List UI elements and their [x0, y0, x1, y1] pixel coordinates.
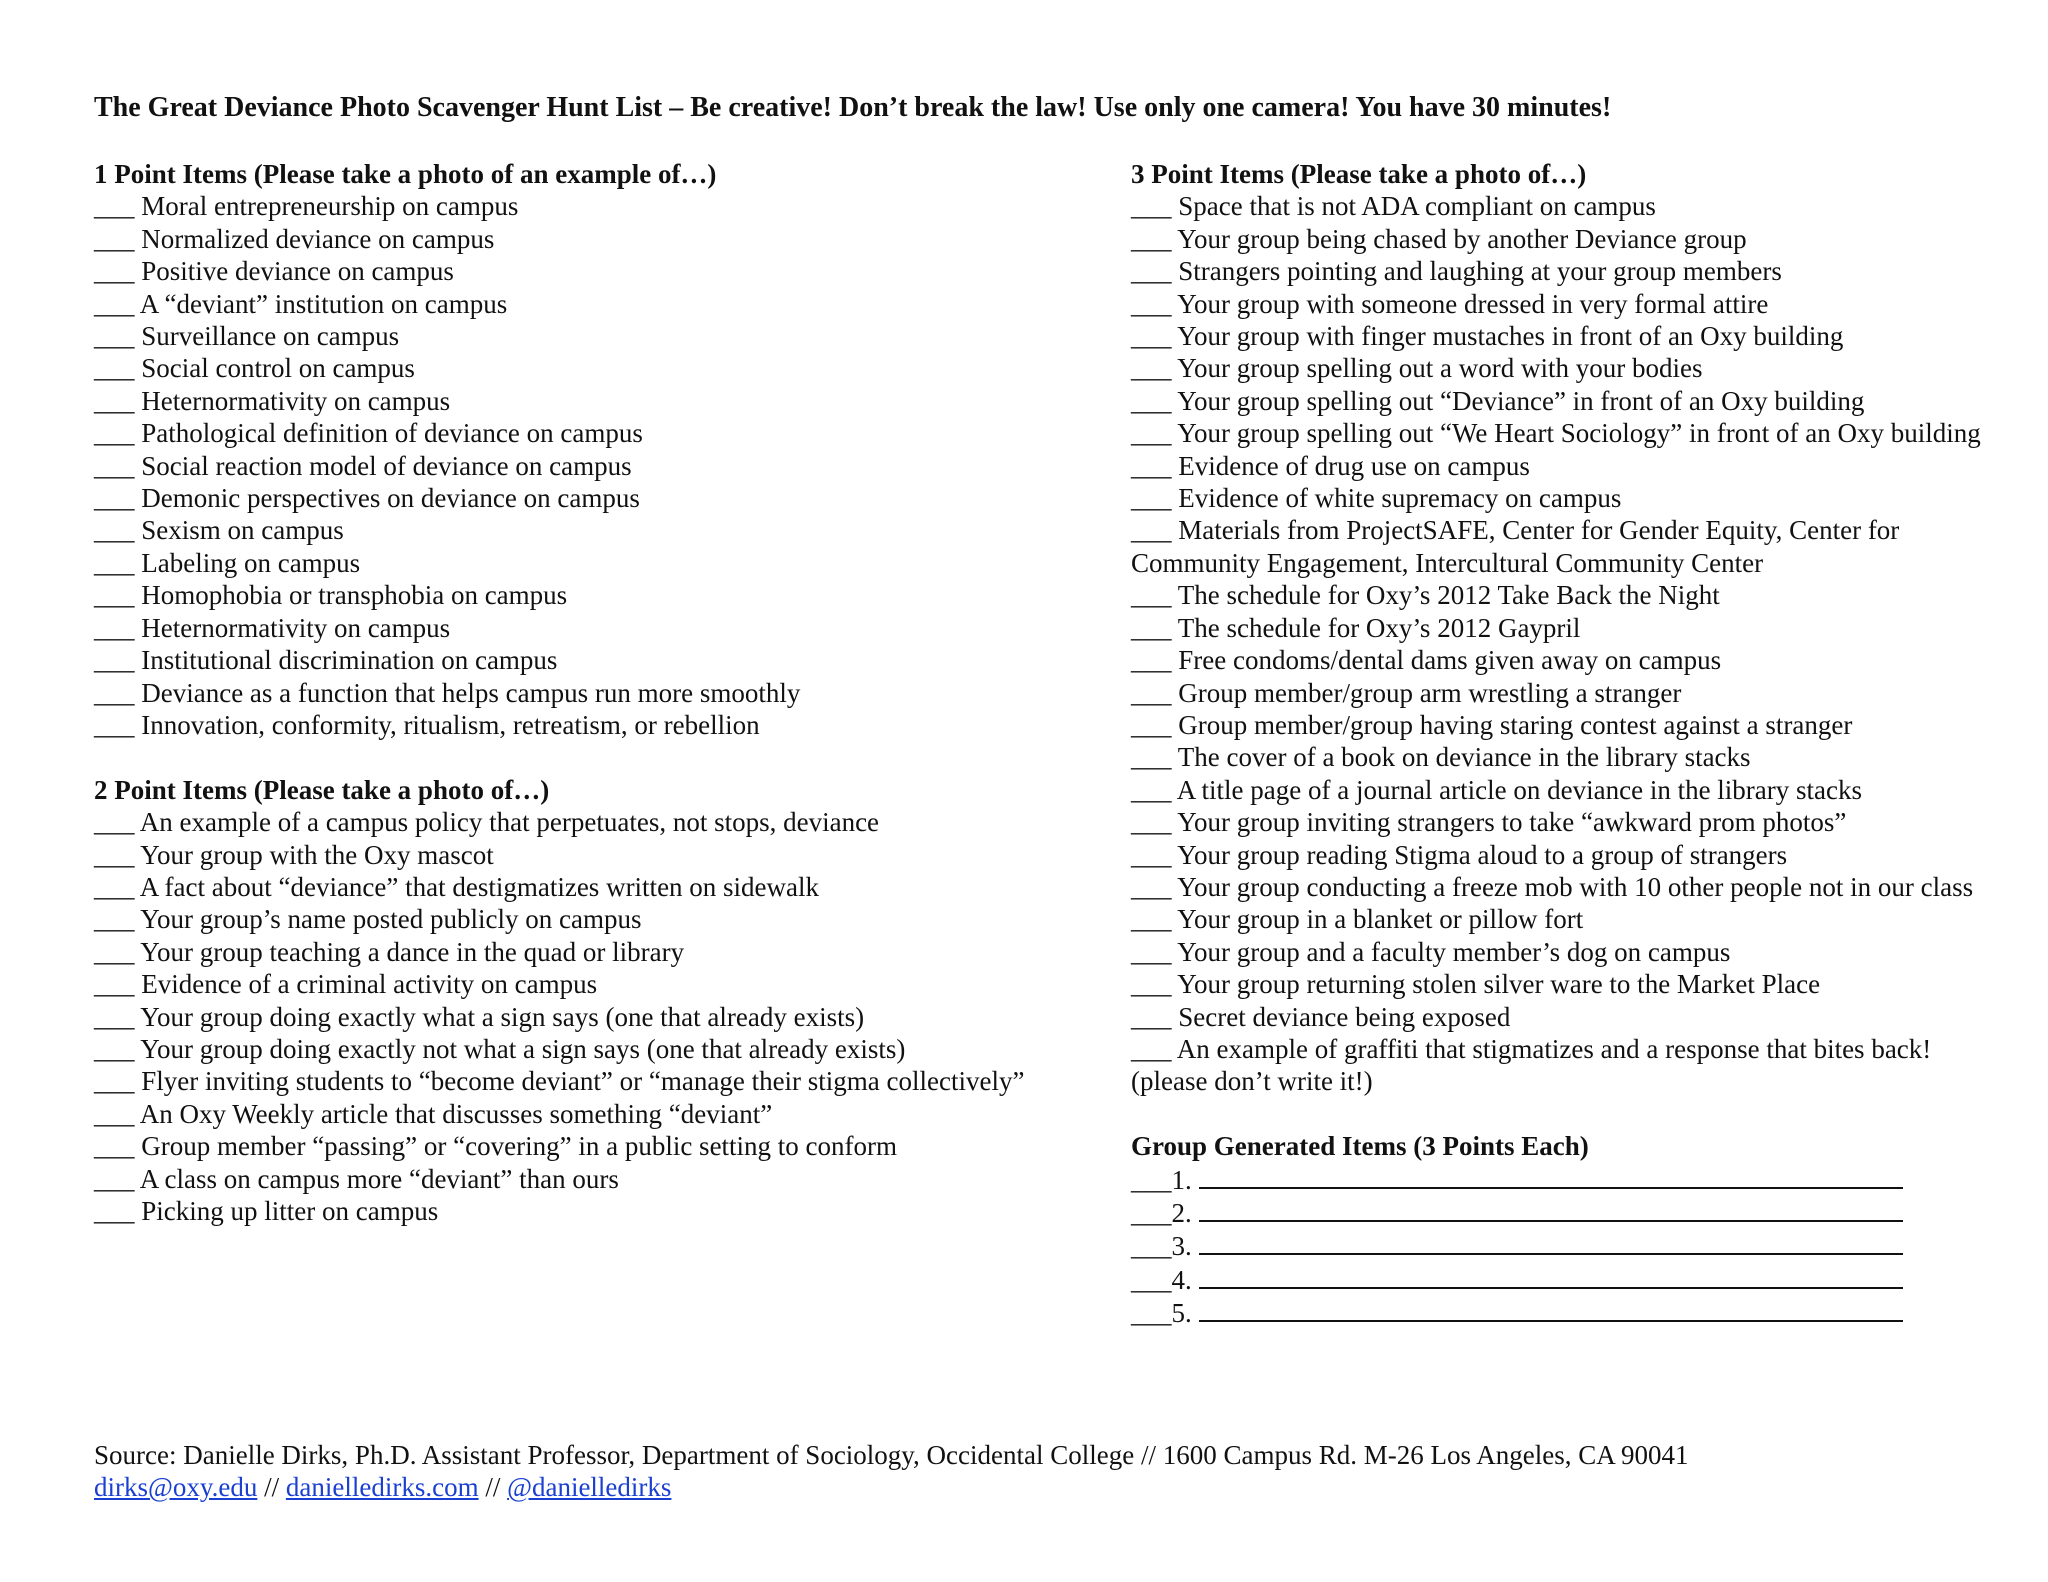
two-point-list	[94, 806, 1074, 1227]
answer-blank[interactable]: ___	[94, 547, 135, 578]
list-item	[1131, 288, 1991, 320]
item-text: Flyer inviting students to “become deviant” or “manage their stigma collectively”	[141, 1066, 1025, 1097]
item-number: 2.	[1171, 1197, 1192, 1228]
answer-blank[interactable]: ___	[94, 1195, 135, 1226]
answer-blank[interactable]: ___	[94, 1001, 135, 1032]
list-item	[1131, 612, 1991, 644]
answer-blank[interactable]: ___	[1131, 515, 1172, 546]
answer-blank[interactable]: ___	[94, 256, 135, 287]
item-text: Your group spelling out “Deviance” in front of an Oxy building	[1177, 385, 1865, 416]
item-text: Your group with finger mustaches in front of an Oxy building	[1177, 321, 1844, 352]
list-item	[1131, 385, 1991, 417]
answer-blank[interactable]: ___	[1131, 223, 1172, 254]
answer-blank[interactable]: ___	[94, 1131, 135, 1162]
list-item	[94, 806, 1074, 838]
group-item-row	[1131, 1263, 1991, 1296]
item-text: A “deviant” institution on campus	[139, 288, 508, 319]
answer-blank[interactable]: ___	[94, 709, 135, 740]
list-item	[94, 1130, 1074, 1162]
footer	[94, 1439, 1974, 1504]
list-item	[94, 871, 1074, 903]
answer-blank[interactable]: ___	[94, 807, 135, 838]
answer-blank[interactable]: ___	[1131, 483, 1172, 514]
item-text: Your group reading Stigma aloud to a group of strangers	[1177, 839, 1788, 870]
item-text: Heternormativity on campus	[141, 385, 451, 416]
group-item-row	[1131, 1296, 1991, 1329]
item-text: Your group being chased by another Deviance group	[1177, 223, 1747, 254]
section-gap	[94, 741, 1074, 773]
item-text: A class on campus more “deviant” than ours	[139, 1163, 619, 1194]
answer-blank[interactable]: ___	[94, 969, 135, 1000]
item-text: Picking up litter on campus	[141, 1195, 439, 1226]
item-text: Your group spelling out “We Heart Sociology” in front of an Oxy building	[1177, 418, 1981, 449]
answer-blank[interactable]: ___	[94, 1163, 135, 1194]
item-text: Demonic perspectives on deviance on campus	[141, 483, 640, 514]
answer-blank[interactable]: ___	[1131, 677, 1172, 708]
answer-blank[interactable]: ___	[1131, 1231, 1172, 1262]
answer-blank[interactable]: ___	[1131, 385, 1172, 416]
list-item	[1131, 871, 1991, 903]
write-in-line[interactable]	[1199, 1163, 1903, 1189]
item-text: Moral entrepreneurship on campus	[141, 191, 519, 222]
list-item	[94, 612, 1074, 644]
item-text: Deviance as a function that helps campus run more smoothly	[141, 677, 801, 708]
email-link[interactable]: dirks@oxy.edu	[94, 1472, 258, 1503]
item-number: 5.	[1171, 1298, 1192, 1329]
answer-blank[interactable]: ___	[94, 677, 135, 708]
item-text: Your group teaching a dance in the quad or library	[140, 936, 685, 967]
answer-blank[interactable]: ___	[1131, 1197, 1172, 1228]
item-text: The schedule for Oxy’s 2012 Take Back the Night	[1177, 580, 1720, 611]
item-text: Secret deviance being exposed	[1178, 1001, 1511, 1032]
list-item	[1131, 352, 1991, 384]
item-text: Innovation, conformity, ritualism, retreatism, or rebellion	[141, 709, 760, 740]
answer-blank[interactable]: ___	[94, 483, 135, 514]
item-number: 1.	[1171, 1164, 1192, 1195]
list-item	[94, 320, 1074, 352]
answer-blank[interactable]: ___	[1131, 1033, 1172, 1064]
write-in-line[interactable]	[1199, 1229, 1903, 1255]
answer-blank[interactable]: ___	[1131, 580, 1172, 611]
answer-blank[interactable]: ___	[94, 385, 135, 416]
item-text: Evidence of a criminal activity on campus	[141, 969, 598, 1000]
website-link[interactable]: danielledirks.com	[285, 1472, 479, 1503]
list-item	[94, 190, 1074, 222]
list-item	[94, 1163, 1074, 1195]
answer-blank[interactable]: ___	[1131, 321, 1172, 352]
section-gap	[1131, 1098, 1991, 1130]
answer-blank[interactable]: ___	[94, 645, 135, 676]
answer-blank[interactable]: ___	[94, 353, 135, 384]
list-item	[94, 482, 1074, 514]
answer-blank[interactable]: ___	[1131, 645, 1172, 676]
three-point-list	[1131, 190, 1991, 1097]
item-text: The schedule for Oxy’s 2012 Gaypril	[1177, 612, 1581, 643]
item-text: Surveillance on campus	[141, 321, 400, 352]
list-item	[94, 903, 1074, 935]
list-item	[94, 417, 1074, 449]
item-text: The cover of a book on deviance in the library stacks	[1177, 742, 1751, 773]
answer-blank[interactable]: ___	[94, 839, 135, 870]
list-item	[94, 677, 1074, 709]
list-item	[94, 968, 1074, 1000]
two-point-heading: 2 Point Items (Please take a photo of…)	[94, 774, 550, 805]
list-item	[1131, 417, 1991, 449]
list-item	[1131, 741, 1991, 773]
group-item-row	[1131, 1163, 1991, 1196]
list-item	[94, 936, 1074, 968]
list-item	[1131, 968, 1991, 1000]
item-number: 4.	[1171, 1264, 1192, 1295]
write-in-line[interactable]	[1199, 1296, 1903, 1322]
item-text: Your group and a faculty member’s dog on campus	[1177, 936, 1731, 967]
list-item	[1131, 839, 1991, 871]
list-item	[1131, 774, 1991, 806]
write-in-line[interactable]	[1199, 1263, 1903, 1289]
answer-blank[interactable]: ___	[94, 1066, 135, 1097]
list-item	[1131, 903, 1991, 935]
answer-blank[interactable]: ___	[1131, 191, 1172, 222]
item-text: Institutional discrimination on campus	[141, 645, 558, 676]
item-text: Strangers pointing and laughing at your group members	[1178, 256, 1782, 287]
answer-blank[interactable]: ___	[94, 1033, 135, 1064]
item-text: An Oxy Weekly article that discusses something “deviant”	[139, 1098, 773, 1129]
list-item	[94, 352, 1074, 384]
item-text: Group member/group arm wrestling a stranger	[1178, 677, 1682, 708]
item-text: Homophobia or transphobia on campus	[141, 580, 568, 611]
list-item	[1131, 1001, 1991, 1033]
item-text: Sexism on campus	[141, 515, 344, 546]
group-item-row	[1131, 1229, 1991, 1262]
answer-blank[interactable]: ___	[1131, 1164, 1172, 1195]
answer-blank[interactable]: ___	[1131, 450, 1172, 481]
list-item	[1131, 644, 1991, 676]
item-text: Positive deviance on campus	[141, 256, 454, 287]
group-generated-list	[1131, 1163, 1991, 1330]
answer-blank[interactable]: ___	[94, 936, 135, 967]
list-item	[1131, 190, 1991, 222]
answer-blank[interactable]: ___	[94, 580, 135, 611]
item-text: A fact about “deviance” that destigmatizes written on sidewalk	[139, 871, 820, 902]
answer-blank[interactable]: ___	[1131, 1264, 1172, 1295]
answer-blank[interactable]: ___	[1131, 353, 1172, 384]
left-column	[94, 158, 1074, 1227]
twitter-link[interactable]: @danielledirks	[507, 1472, 672, 1503]
list-item	[1131, 255, 1991, 287]
answer-blank[interactable]: ___	[1131, 288, 1172, 319]
item-text: Social reaction model of deviance on campus	[141, 450, 632, 481]
right-column	[1131, 158, 1991, 1330]
three-point-heading: 3 Point Items (Please take a photo of…)	[1131, 159, 1587, 189]
item-number: 3.	[1171, 1231, 1192, 1262]
contact-line	[94, 1471, 1974, 1503]
item-text: Your group conducting a freeze mob with 10 other people not in our class	[1177, 871, 1974, 902]
answer-blank[interactable]: ___	[94, 871, 135, 902]
list-item	[1131, 514, 1991, 579]
list-item	[94, 1001, 1074, 1033]
item-text: Your group doing exactly not what a sign says (one that already exists)	[140, 1033, 906, 1064]
item-text: Materials from ProjectSAFE, Center for Gender Equity, Center for Community Engagement, Intercultural Community Center	[1131, 515, 1900, 578]
item-text: Evidence of drug use on campus	[1178, 450, 1530, 481]
answer-blank[interactable]: ___	[1131, 871, 1172, 902]
list-item	[94, 450, 1074, 482]
list-item	[1131, 936, 1991, 968]
list-item	[94, 709, 1074, 741]
answer-blank[interactable]: ___	[94, 515, 135, 546]
answer-blank[interactable]: ___	[1131, 1001, 1172, 1032]
list-item	[1131, 482, 1991, 514]
list-item	[1131, 806, 1991, 838]
answer-blank[interactable]: ___	[94, 612, 135, 643]
item-text: Group member/group having staring contest against a stranger	[1178, 709, 1853, 740]
item-text: Social control on campus	[141, 353, 415, 384]
one-point-heading: 1 Point Items (Please take a photo of an example of…)	[94, 159, 717, 189]
answer-blank[interactable]: ___	[94, 450, 135, 481]
answer-blank[interactable]: ___	[1131, 418, 1172, 449]
separator: //	[478, 1472, 508, 1503]
item-text: Your group with someone dressed in very formal attire	[1177, 288, 1769, 319]
item-text: Free condoms/dental dams given away on campus	[1178, 645, 1722, 676]
list-item	[94, 514, 1074, 546]
item-text: Your group returning stolen silver ware to the Market Place	[1177, 969, 1821, 1000]
answer-blank[interactable]: ___	[94, 223, 135, 254]
answer-blank[interactable]: ___	[94, 321, 135, 352]
item-text: Your group doing exactly what a sign says (one that already exists)	[140, 1001, 865, 1032]
list-item	[94, 223, 1074, 255]
item-text: Heternormativity on campus	[141, 612, 451, 643]
list-item	[94, 579, 1074, 611]
list-item	[94, 1195, 1074, 1227]
item-text: Normalized deviance on campus	[141, 223, 495, 254]
answer-blank[interactable]: ___	[1131, 612, 1172, 643]
item-text: A title page of a journal article on deviance in the library stacks	[1176, 774, 1863, 805]
separator: //	[257, 1472, 286, 1503]
item-text: Labeling on campus	[141, 547, 361, 578]
item-text: Group member “passing” or “covering” in a public setting to conform	[141, 1131, 898, 1162]
list-item	[94, 547, 1074, 579]
answer-blank[interactable]: ___	[1131, 969, 1172, 1000]
list-item	[94, 1098, 1074, 1130]
item-text: Evidence of white supremacy on campus	[1178, 483, 1622, 514]
answer-blank[interactable]: ___	[1131, 774, 1172, 805]
list-item	[1131, 320, 1991, 352]
answer-blank[interactable]: ___	[94, 904, 135, 935]
list-item	[94, 255, 1074, 287]
page-title: The Great Deviance Photo Scavenger Hunt List – Be creative! Don’t break the law! Use only one camera! You have 30 minutes!	[94, 92, 1612, 123]
item-text: Your group spelling out a word with your bodies	[1177, 353, 1703, 384]
answer-blank[interactable]: ___	[1131, 904, 1172, 935]
item-text: Pathological definition of deviance on campus	[141, 418, 643, 449]
answer-blank[interactable]: ___	[94, 418, 135, 449]
answer-blank[interactable]: ___	[1131, 807, 1172, 838]
list-item	[1131, 579, 1991, 611]
answer-blank[interactable]: ___	[94, 191, 135, 222]
source-line: Source: Danielle Dirks, Ph.D. Assistant Professor, Department of Sociology, Occidental College // 1600 Campus Rd. M-26 Los Angeles, CA 90041	[94, 1440, 1689, 1470]
list-item	[94, 1033, 1074, 1065]
item-text: Space that is not ADA compliant on campus	[1178, 191, 1656, 222]
one-point-list	[94, 190, 1074, 741]
item-text: Your group’s name posted publicly on campus	[140, 904, 642, 935]
answer-blank[interactable]: ___	[1131, 936, 1172, 967]
write-in-line[interactable]	[1199, 1196, 1903, 1222]
item-text: Your group in a blanket or pillow fort	[1177, 904, 1584, 935]
answer-blank[interactable]: ___	[94, 1098, 135, 1129]
answer-blank[interactable]: ___	[1131, 742, 1172, 773]
item-text: Your group with the Oxy mascot	[140, 839, 494, 870]
answer-blank[interactable]: ___	[1131, 709, 1172, 740]
list-item	[94, 1065, 1074, 1097]
list-item	[94, 288, 1074, 320]
list-item	[1131, 1033, 1991, 1098]
list-item	[1131, 450, 1991, 482]
answer-blank[interactable]: ___	[1131, 1298, 1172, 1329]
group-item-row	[1131, 1196, 1991, 1229]
list-item	[1131, 709, 1991, 741]
list-item	[94, 644, 1074, 676]
item-text: An example of a campus policy that perpetuates, not stops, deviance	[139, 807, 880, 838]
answer-blank[interactable]: ___	[1131, 256, 1172, 287]
answer-blank[interactable]: ___	[94, 288, 135, 319]
item-text: An example of graffiti that stigmatizes and a response that bites back! (please don’t write it!)	[1131, 1033, 1932, 1097]
answer-blank[interactable]: ___	[1131, 839, 1172, 870]
list-item	[1131, 223, 1991, 255]
list-item	[1131, 677, 1991, 709]
list-item	[94, 385, 1074, 417]
list-item	[94, 839, 1074, 871]
item-text: Your group inviting strangers to take “awkward prom photos”	[1177, 807, 1847, 838]
group-generated-heading: Group Generated Items (3 Points Each)	[1131, 1131, 1589, 1162]
